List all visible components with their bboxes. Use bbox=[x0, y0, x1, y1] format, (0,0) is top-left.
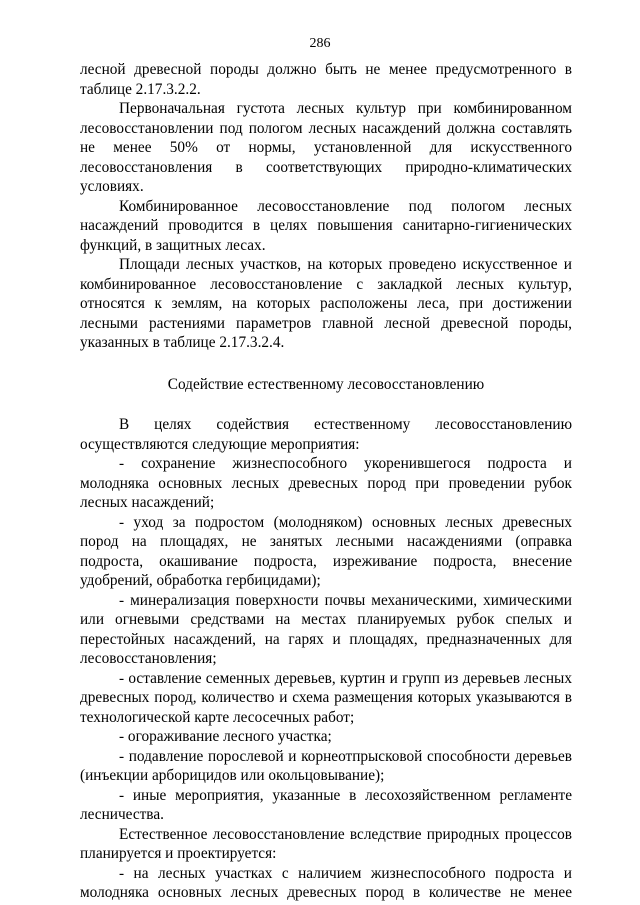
list-item: - оставление семенных деревьев, куртин и групп из деревьев лесных древесных пород, количество и схема размещения которых указываются в технологической карте лесосечных работ; bbox=[80, 669, 572, 726]
page-number: 286 bbox=[309, 36, 331, 51]
document-body bbox=[80, 60, 572, 903]
list-item: - сохранение жизнеспособного укоренившегося подроста и молодняка основных лесных древесных пород при проведении рубок лесных насаждений; bbox=[80, 455, 572, 511]
paragraph: Естественное лесовосстановление вследствие природных процессов планируется и проектируется: bbox=[80, 825, 572, 862]
paragraph: Первоначальная густота лесных культур при комбинированном лесовосстановлении под пологом лесных насаждений должна составлять не менее 50% от нормы, установленной для искусственного лесовосстановления в соответствующих природно-климатических условиях. bbox=[80, 100, 572, 195]
paragraph: В целях содействия естественному лесовосстановлению осуществляются следующие мероприятия: bbox=[80, 416, 572, 453]
list-item: - иные мероприятия, указанные в лесохозяйственном регламенте лесничества. bbox=[80, 786, 572, 823]
paragraph: Комбинированное лесовосстановление под пологом лесных насаждений проводится в целях повышения санитарно-гигиенических функций, в защитных лесах. bbox=[80, 197, 572, 254]
list-item: - уход за подростом (молодняком) основных лесных древесных пород на площадях, не занятых лесными насаждениями (оправка подроста, окашивание подроста, изреживание подроста, внесение удобрений, обработка гербицидами); bbox=[80, 513, 572, 589]
list-item: - подавление порослевой и корнеотпрысковой способности деревьев (инъекции арборицидов или окольцовывание); bbox=[80, 747, 572, 784]
list-item: - минерализация поверхности почвы механическими, химическими или огневыми средствами на местах планируемых рубок спелых и перестойных насаждений, на гарях и площадях, предназначенных для лесовосстановления; bbox=[80, 591, 572, 667]
paragraph: Площади лесных участков, на которых проведено искусственное и комбинированное лесовосстановление с закладкой лесных культур, относятся к землям, на которых расположены леса, при достижении лесными растениями параметров главной лесной древесной породы, указанных в таблице 2.17.3.2.4. bbox=[80, 256, 572, 351]
paragraph: лесной древесной породы должно быть не менее предусмотренного в таблице 2.17.3.2.2. bbox=[80, 61, 572, 98]
section-heading: Содействие естественному лесовосстановлению bbox=[167, 375, 485, 393]
list-item: - на лесных участках с наличием жизнеспособного подроста и молодняка основных лесных древесных пород в количестве не менее bbox=[80, 864, 572, 901]
list-item: - огораживание лесного участка; bbox=[119, 728, 332, 745]
